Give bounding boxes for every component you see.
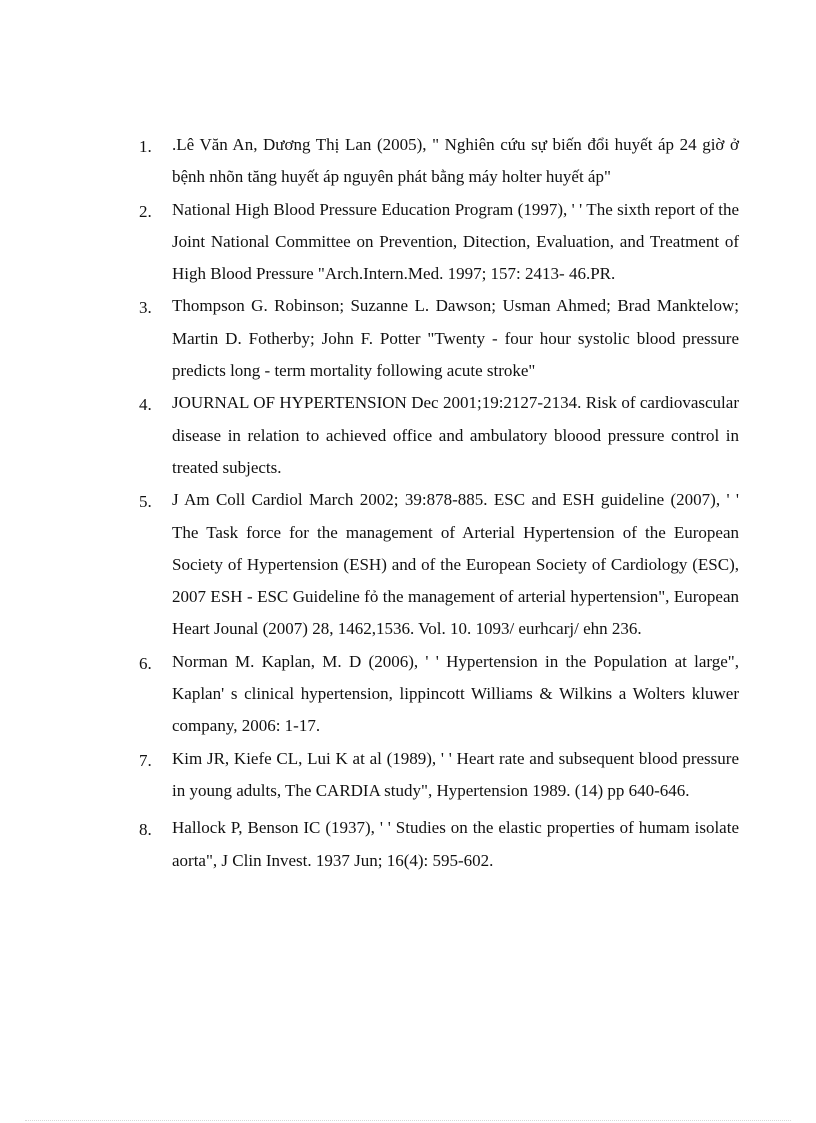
reference-number: 5.	[139, 492, 152, 512]
reference-item	[139, 646, 739, 743]
reference-text: Thompson G. Robinson; Suzanne L. Dawson; Usman Ahmed; Brad Manktelow; Martin D. Fotherby; John F. Potter "Twenty - four hour systolic blood pressure predicts long - term mortality following acute stroke"	[172, 296, 739, 381]
reference-text: Kim JR, Kiefe CL, Lui K at al (1989), ' ' Heart rate and subsequent blood pressure in young adults, The CARDIA study", Hypertension 1989. (14) pp 640-646.	[172, 748, 739, 800]
reference-list	[139, 129, 739, 877]
reference-item	[139, 484, 739, 645]
reference-text: .Lê Văn An, Dương Thị Lan (2005), " Nghiên cứu sự biến đổi huyết áp 24 giờ ở bệnh nhõn tăng huyết áp nguyên phát bằng máy holter huyết áp"	[172, 135, 739, 187]
reference-number: 1.	[139, 137, 152, 156]
reference-number: 2.	[139, 201, 152, 221]
reference-item	[139, 743, 739, 808]
reference-item	[139, 387, 739, 484]
reference-number: 6.	[139, 653, 152, 673]
reference-number: 3.	[139, 298, 152, 318]
reference-number: 4.	[139, 395, 152, 415]
reference-text: J Am Coll Cardiol March 2002; 39:878-885. ESC and ESH guideline (2007), ' ' The Task force for the management of Arterial Hypertension of the European Society of Hypertension (ESH) and of the European Society of Cardiology (ESC), 2007 ESH - ESC Guideline fỏ the management of arterial hypertension", European Heart Jounal (2007) 28, 1462,1536. Vol. 10. 1093/ eurhcarj/ ehn 236.	[172, 490, 739, 639]
reference-number: 8.	[139, 820, 152, 840]
reference-text: Hallock P, Benson IC (1937), ' ' Studies on the elastic properties of humam isolate aorta", J Clin Invest. 1937 Jun; 16(4): 595-602.	[172, 818, 739, 870]
reference-text: Norman M. Kaplan, M. D (2006), ' ' Hypertension in the Population at large", Kaplan' s clinical hypertension, lippincott Williams & Wilkins a Wolters kluwer company, 2006: 1-17.	[172, 651, 739, 736]
reference-text: JOURNAL OF HYPERTENSION Dec 2001;19:2127-2134. Risk of cardiovascular disease in relation to achieved office and ambulatory bloood pressure control in treated subjects.	[172, 393, 739, 477]
reference-number: 7.	[139, 750, 152, 770]
reference-item	[139, 129, 739, 194]
reference-item	[139, 194, 739, 291]
reference-item	[139, 290, 739, 387]
page-bottom-divider	[25, 1120, 791, 1121]
reference-item	[139, 812, 739, 877]
reference-text: National High Blood Pressure Education Program (1997), ' ' The sixth report of the Joint National Committee on Prevention, Ditection, Evaluation, and Treatment of High Blood Pressure "Arch.Intern.Med. 1997; 157: 2413- 46.PR.	[172, 199, 739, 284]
